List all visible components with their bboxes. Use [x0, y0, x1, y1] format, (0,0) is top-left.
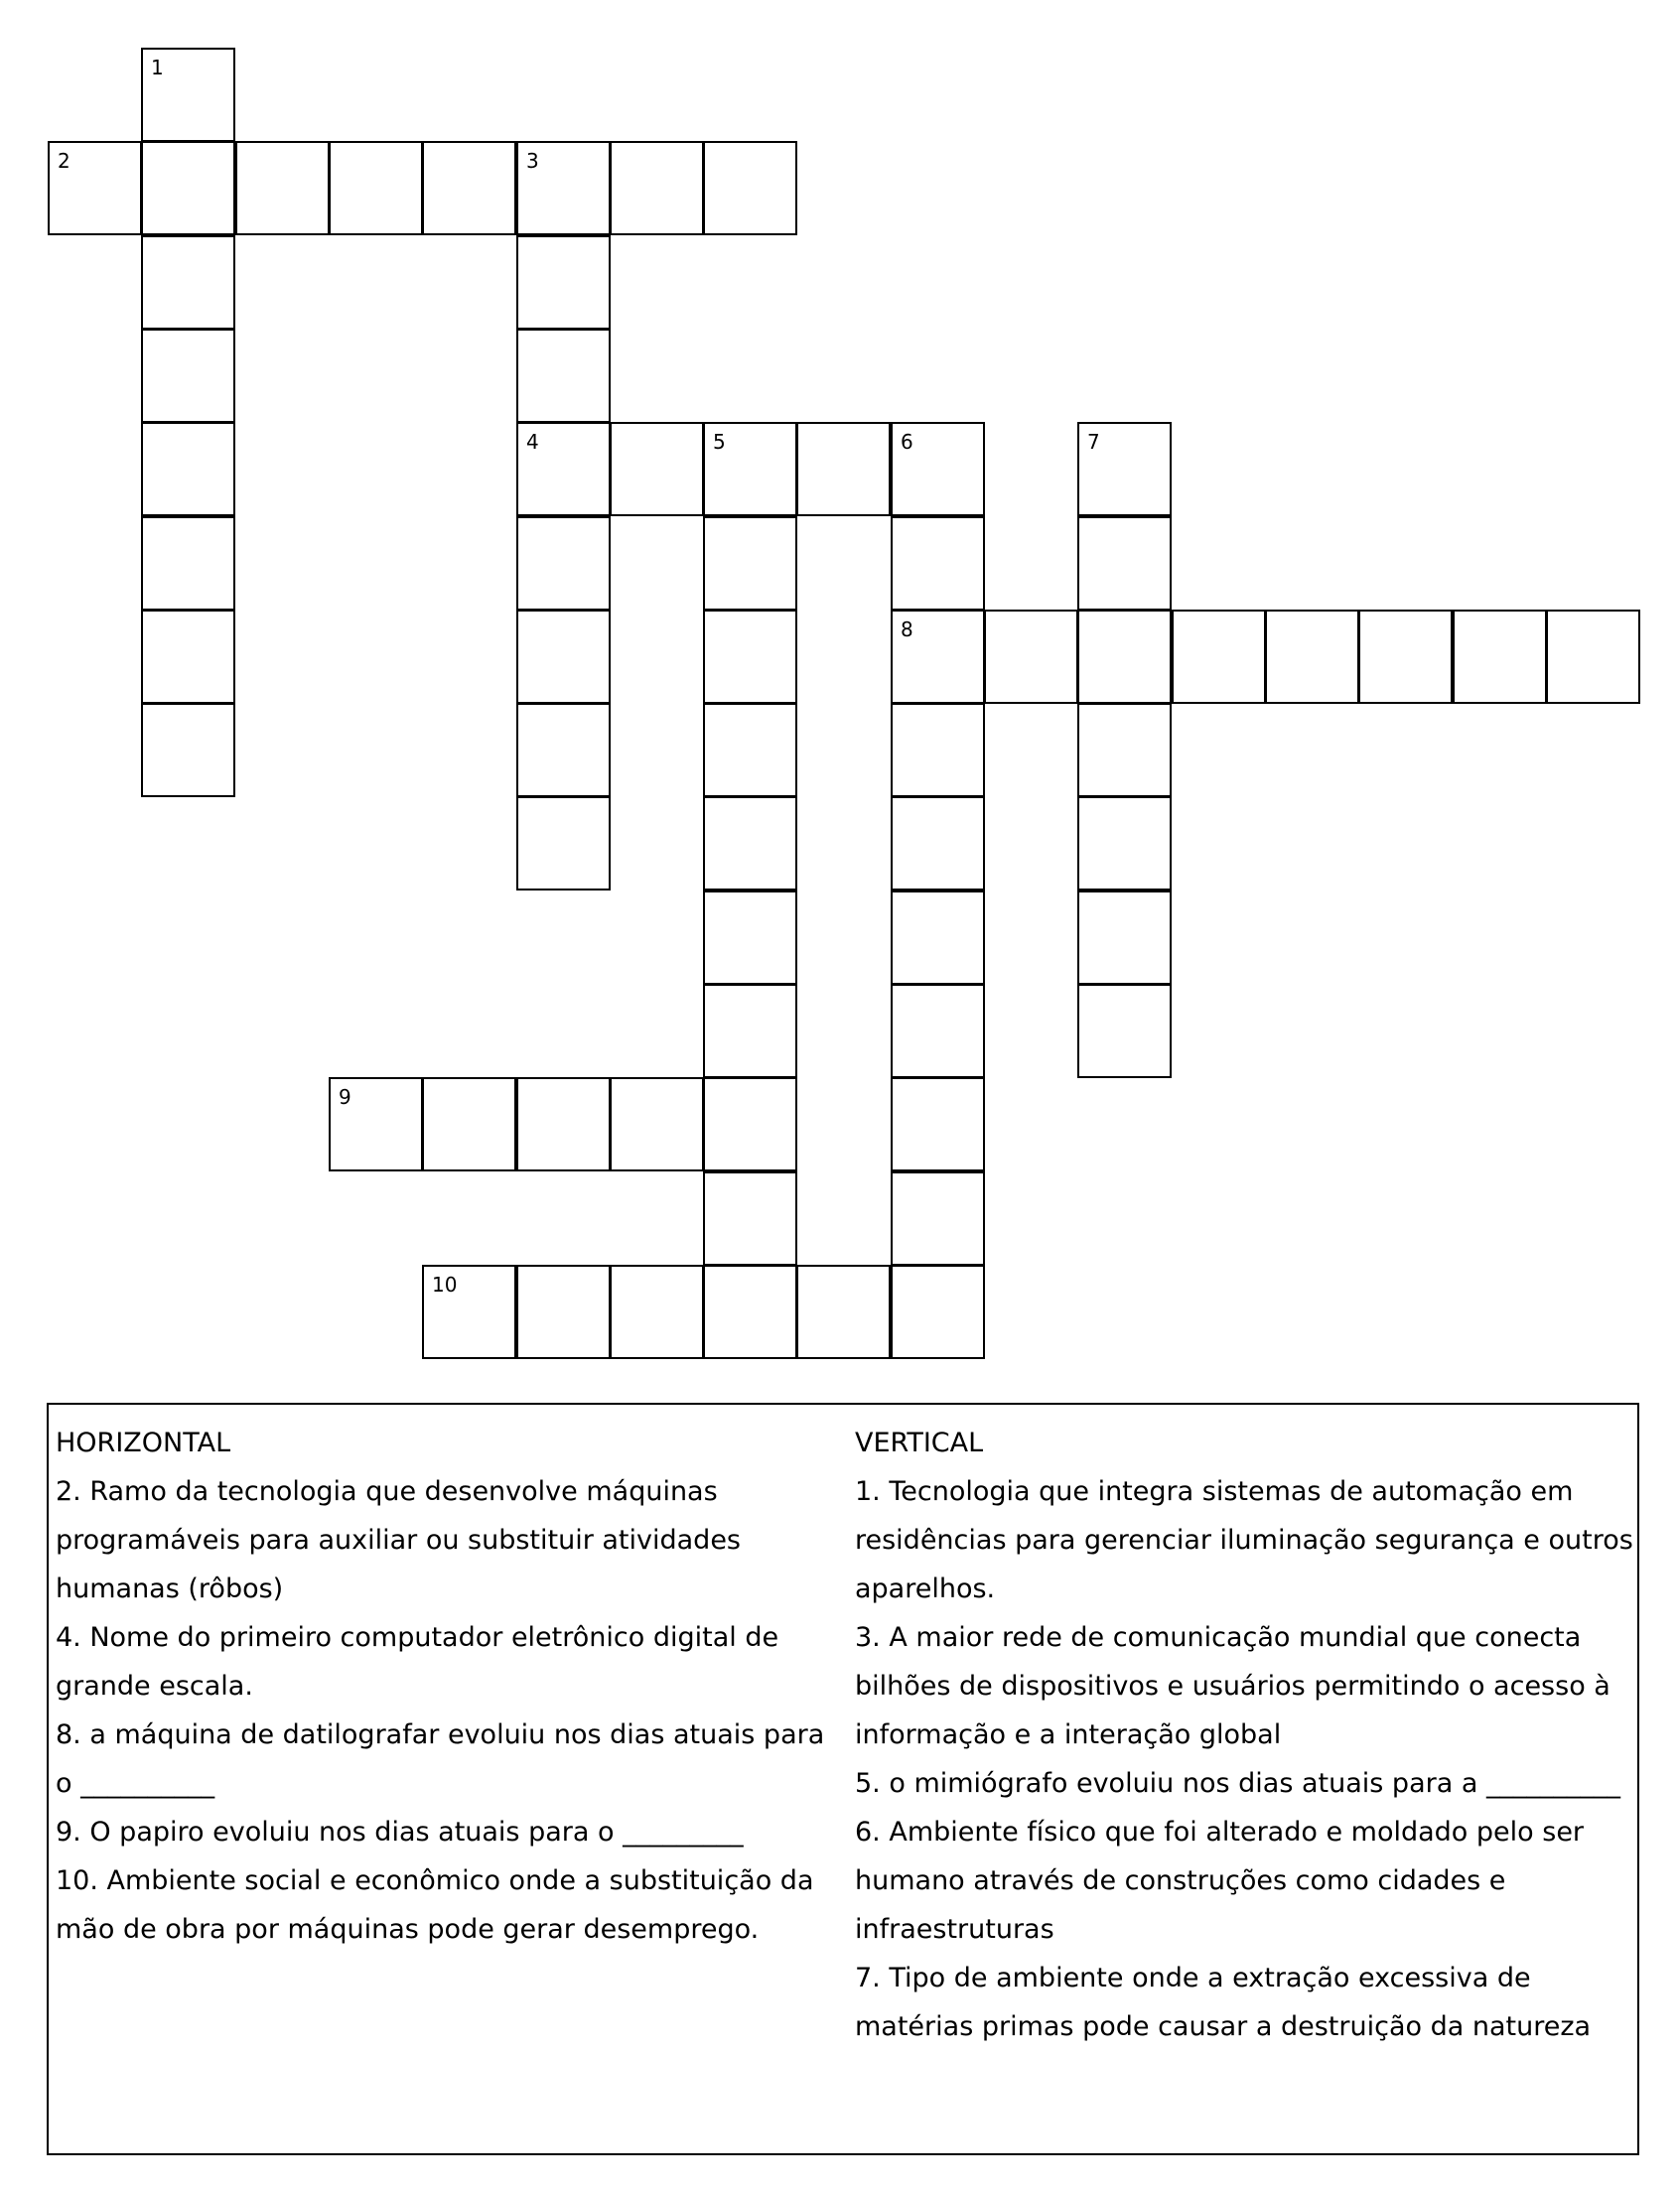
- crossword-cell[interactable]: [141, 235, 235, 330]
- clue-number: 2: [58, 149, 70, 173]
- crossword-cell[interactable]: [703, 1265, 797, 1359]
- clues-box: [47, 1403, 1639, 2155]
- clue-number: 7: [1087, 430, 1100, 454]
- crossword-cell[interactable]: [422, 1265, 516, 1359]
- crossword-cell[interactable]: [610, 141, 704, 235]
- crossword-cell[interactable]: [1077, 984, 1172, 1078]
- crossword-cell[interactable]: [516, 610, 611, 704]
- crossword-cell[interactable]: [141, 48, 235, 142]
- crossword-cell[interactable]: [796, 1265, 891, 1359]
- crossword-cell[interactable]: [703, 890, 797, 985]
- crossword-cell[interactable]: [1265, 610, 1359, 704]
- clue-number: 6: [901, 430, 913, 454]
- clue-vertical-1: 1. Tecnologia que integra sistemas de automação em residências para gerenciar iluminação segurança e outros aparelhos.: [855, 1476, 1633, 1604]
- crossword-cell[interactable]: [610, 1077, 704, 1171]
- crossword-cell[interactable]: [141, 703, 235, 797]
- crossword-cell[interactable]: [1453, 610, 1547, 704]
- crossword-cell[interactable]: [1077, 796, 1172, 890]
- crossword-cell[interactable]: [1077, 703, 1172, 797]
- clue-number: 10: [432, 1273, 458, 1297]
- clue-vertical-3: 3. A maior rede de comunicação mundial que conecta bilhões de dispositivos e usuários permitindo o acesso à informação e a interação global: [855, 1622, 1610, 1750]
- crossword-cell[interactable]: [984, 610, 1078, 704]
- crossword-cell[interactable]: [610, 422, 704, 516]
- crossword-cell[interactable]: [329, 1077, 423, 1171]
- clue-vertical-7: 7. Tipo de ambiente onde a extração excessiva de matérias primas pode causar a destruição da natureza: [855, 1963, 1592, 2042]
- clue-number: 3: [526, 149, 539, 173]
- crossword-cell[interactable]: [1077, 890, 1172, 985]
- crossword-cell[interactable]: [891, 610, 985, 704]
- clue-number: 9: [339, 1085, 351, 1109]
- crossword-cell[interactable]: [516, 796, 611, 890]
- crossword-cell[interactable]: [141, 422, 235, 516]
- crossword-cell[interactable]: [891, 516, 985, 611]
- clue-number: 8: [901, 617, 913, 641]
- crossword-cell[interactable]: [703, 703, 797, 797]
- crossword-cell[interactable]: [516, 1265, 611, 1359]
- crossword-cell[interactable]: [516, 703, 611, 797]
- crossword-cell[interactable]: [703, 984, 797, 1078]
- crossword-cell[interactable]: [141, 516, 235, 611]
- clue-horizontal-8: 8. a máquina de datilografar evoluiu nos dias atuais para o __________: [56, 1719, 825, 1799]
- crossword-cell[interactable]: [235, 141, 330, 235]
- clue-number: 5: [713, 430, 726, 454]
- clue-horizontal-4: 4. Nome do primeiro computador eletrônico digital de grande escala.: [56, 1622, 779, 1702]
- clue-horizontal-10: 10. Ambiente social e econômico onde a substituição da mão de obra por máquinas pode gerar desemprego.: [56, 1865, 814, 1945]
- crossword-cell[interactable]: [141, 141, 235, 235]
- clue-horizontal-2: 2. Ramo da tecnologia que desenvolve máquinas programáveis para auxiliar ou substituir atividades humanas (rôbos): [56, 1476, 742, 1604]
- crossword-cell[interactable]: [516, 516, 611, 611]
- crossword-cell[interactable]: [703, 516, 797, 611]
- crossword-cell[interactable]: [1077, 610, 1172, 704]
- crossword-cell[interactable]: [891, 1265, 985, 1359]
- crossword-cell[interactable]: [891, 984, 985, 1078]
- crossword-cell[interactable]: [141, 610, 235, 704]
- clue-number: 1: [151, 56, 164, 79]
- crossword-cell[interactable]: [796, 422, 891, 516]
- crossword-cell[interactable]: [1077, 516, 1172, 611]
- crossword-cell[interactable]: [703, 1077, 797, 1171]
- crossword-cell[interactable]: [891, 796, 985, 890]
- clue-vertical-6: 6. Ambiente físico que foi alterado e moldado pelo ser humano através de construções como cidades e infraestruturas: [855, 1817, 1585, 1945]
- crossword-cell[interactable]: [703, 796, 797, 890]
- crossword-cell[interactable]: [516, 141, 611, 235]
- clue-vertical-5: 5. o mimiógrafo evoluiu nos dias atuais para a __________: [855, 1768, 1620, 1799]
- crossword-cell[interactable]: [516, 422, 611, 516]
- crossword-cell[interactable]: [891, 1077, 985, 1171]
- crossword-cell[interactable]: [891, 1171, 985, 1266]
- clue-horizontal-9: 9. O papiro evoluiu nos dias atuais para o _________: [56, 1817, 744, 1848]
- crossword-cell[interactable]: [610, 1265, 704, 1359]
- crossword-cell[interactable]: [703, 422, 797, 516]
- crossword-cell[interactable]: [1172, 610, 1266, 704]
- horizontal-clues: [56, 1419, 840, 1954]
- crossword-cell[interactable]: [516, 1077, 611, 1171]
- crossword-cell[interactable]: [141, 329, 235, 423]
- crossword-cell[interactable]: [891, 422, 985, 516]
- clue-number: 4: [526, 430, 539, 454]
- crossword-cell[interactable]: [48, 141, 142, 235]
- crossword-cell[interactable]: [422, 141, 516, 235]
- vertical-heading: VERTICAL: [855, 1428, 984, 1458]
- crossword-cell[interactable]: [516, 235, 611, 330]
- crossword-cell[interactable]: [703, 610, 797, 704]
- crossword-cell[interactable]: [1358, 610, 1453, 704]
- crossword-cell[interactable]: [1077, 422, 1172, 516]
- vertical-clues: [855, 1419, 1639, 2051]
- crossword-cell[interactable]: [516, 329, 611, 423]
- horizontal-heading: HORIZONTAL: [56, 1428, 231, 1458]
- crossword-cell[interactable]: [422, 1077, 516, 1171]
- crossword-cell[interactable]: [703, 1171, 797, 1266]
- crossword-cell[interactable]: [891, 890, 985, 985]
- crossword-cell[interactable]: [891, 703, 985, 797]
- crossword-cell[interactable]: [329, 141, 423, 235]
- crossword-cell[interactable]: [1546, 610, 1640, 704]
- crossword-cell[interactable]: [703, 141, 797, 235]
